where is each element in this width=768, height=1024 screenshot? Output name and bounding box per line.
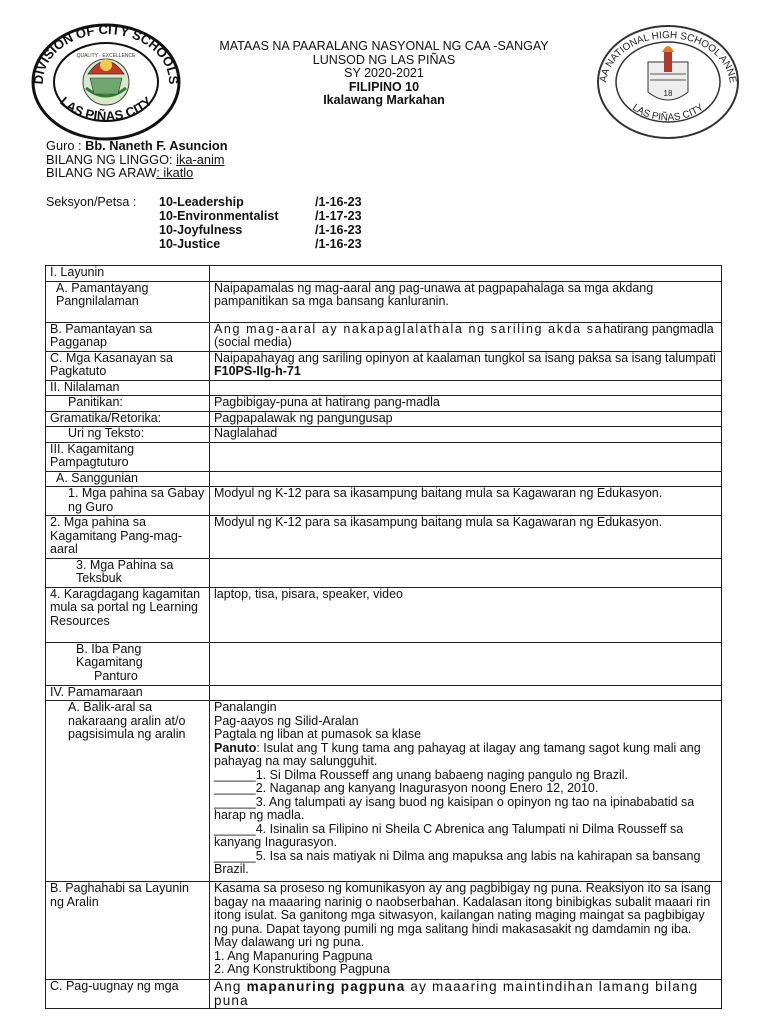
nilalaman-heading: II. Nilalaman <box>46 380 210 396</box>
empty-cell <box>210 266 722 282</box>
uri-label: Uri ng Teksto: <box>46 427 210 443</box>
pangmag-label: 2. Mga pahina sa Kagamitang Pang-mag-aaral <box>46 516 210 559</box>
guro-label: Guro : <box>46 138 86 153</box>
gabay-label: 1. Mga pahina sa Gabay ng Guro <box>46 487 210 516</box>
araw-label: BILANG NG ARAW <box>46 165 157 180</box>
empty-cell <box>210 642 722 685</box>
balik-label: A. Balik-aral sa nakaraang aralin at/o pagsisimula ng aralin <box>46 701 210 882</box>
iba-label <box>46 642 210 685</box>
karagdagang-label: 4. Karagdagang kagamitan mula sa portal ng Learning Resources <box>46 587 210 642</box>
section-schedule <box>46 196 466 252</box>
table-row <box>46 642 722 685</box>
pamamaraan-heading: IV. Pamamaraan <box>46 685 210 701</box>
kasanayan-cell <box>210 351 722 380</box>
table-row <box>46 487 722 516</box>
panitikan-label: Panitikan: <box>46 396 210 412</box>
paghahabi-cell <box>210 882 722 980</box>
subject-title: FILIPINO 10 <box>348 79 420 94</box>
pagganap-value-b: hatirang pangmadla (social media) <box>214 322 714 349</box>
school-name: MATAAS NA PAARALANG NASYONAL NG CAA -SANGAY <box>219 39 549 53</box>
araw-value: : ikatlo <box>156 165 194 180</box>
balik-line: Pagtala ng liban at pumasok sa klase <box>214 727 422 741</box>
pag-uugnay-a: Ang <box>214 979 247 994</box>
pagganap-cell <box>210 322 722 351</box>
seal-right-inner-text: 18 <box>663 89 673 98</box>
sanggunian-label: A. Sanggunian <box>46 471 210 487</box>
kasanayan-label: C. Mga Kasanayan sa Pagkatuto <box>46 351 210 380</box>
city-name: LUNSOD NG LAS PIÑAS <box>312 52 456 67</box>
pamantayang-value: Naipapamalas ng mag-aaral ang pag-unawa at pagpapahalaga sa mga akdang pampanitikan sa mga bansang kanluranin. <box>210 281 722 322</box>
table-row <box>46 396 722 412</box>
table-row <box>46 882 722 980</box>
quarter-title: Ikalawang Markahan <box>323 93 445 107</box>
quiz-item: ______2. Naganap ang kanyang Inagurasyon noong Enero 12, 2010. <box>214 781 599 795</box>
gabay-value: Modyul ng K-12 para sa ikasampung baitang mula sa Kagawaran ng Edukasyon. <box>210 487 722 516</box>
kasanayan-code: F10PS-IIg-h-71 <box>214 364 301 378</box>
empty-cell <box>210 380 722 396</box>
section-name: 10-Justice <box>159 237 221 251</box>
pag-uugnay-b: mapanuring pagpuna <box>246 979 406 994</box>
section-name: 10-Joyfulness <box>159 223 243 237</box>
section-name: 10-Leadership <box>159 195 244 209</box>
table-row <box>46 980 722 1009</box>
balik-cell <box>210 701 722 882</box>
paghahabi-line: 2. Ang Konstruktibong Pagpuna <box>214 962 390 976</box>
uri-value: Naglalahad <box>210 427 722 443</box>
paghahabi-text: Kasama sa proseso ng komunikasyon ay ang pagbibigay ng puna. Reaksiyon ito sa isang bagay na maaaring narinig o naobserbahan. Kadalasan itong binibigkas subalit maaari rin itong isulat. Sa ganitong mga sitwasyon, kailangan nating maging maingat sa pagbibigay ng puna. Dapat tayong pumili ng mga salitang hindi makasasakit ng damdamin ng iba. May dalawang uri ng puna. <box>214 881 711 949</box>
karagdagang-value: laptop, tisa, pisara, speaker, video <box>210 587 722 642</box>
layunin-heading: I. Layunin <box>46 266 210 282</box>
empty-cell <box>210 442 722 471</box>
panuto-label: Panuto <box>214 740 257 755</box>
linggo-label: BILANG NG LINGGO: <box>46 151 177 167</box>
section-date: /1-16-23 <box>315 223 362 237</box>
pangmag-value: Modyul ng K-12 para sa ikasampung baitang mula sa Kagawaran ng Edukasyon. <box>210 516 722 559</box>
school-year: SY 2020-2021 <box>344 66 424 80</box>
panitikan-value: Pagbibigay-puna at hatirang pang-madla <box>210 396 722 412</box>
section-name: 10-Environmentalist <box>159 209 279 223</box>
seal-right-top-text: AA NATIONAL HIGH SCHOOL ANNE <box>598 29 738 84</box>
section-date: /1-16-23 <box>315 195 362 209</box>
quiz-item: ______4. Isinalin sa Filipino ni Sheila C Abrenica ang Talumpati ni Dilma Rousseff sa kanyang Inagurasyon. <box>214 821 684 849</box>
kagamitan-heading: III. Kagamitang Pampagtuturo <box>46 442 210 471</box>
kasanayan-value: Naipapahayag ang sariling opinyon at kaalaman tungkol sa isang paksa sa isang talumpati <box>214 351 716 365</box>
section-date: /1-17-23 <box>315 209 362 223</box>
lesson-plan-table <box>45 265 722 1009</box>
table-row <box>46 558 722 587</box>
table-row <box>46 587 722 642</box>
pagganap-label: B. Pamantayan sa Pagganap <box>46 322 210 351</box>
table-row <box>46 380 722 396</box>
iba-label-1: B. Iba Pang Kagamitang <box>76 642 143 669</box>
pag-uugnay-label: C. Pag-uugnay ng mga <box>46 980 210 1009</box>
gramatika-label: Gramatika/Retorika: <box>46 411 210 427</box>
quiz-item: ______1. Si Dilma Rousseff ang unang babaeng naging pangulo ng Brazil. <box>214 767 628 782</box>
seal-left-inner-text: QUALITY · EXCELLENCE <box>76 53 136 59</box>
balik-line: Panalangin <box>214 700 277 714</box>
table-row <box>46 516 722 559</box>
seal-left-top-text: DIVISION OF CITY SCHOOLS <box>30 22 182 85</box>
table-row <box>46 411 722 427</box>
table-row <box>46 322 722 351</box>
iba-label-2: Panturo <box>94 668 138 683</box>
table-row <box>46 281 722 322</box>
pag-uugnay-c: ay maaaring maintindihan lamang bilang puna <box>214 979 699 1008</box>
panuto-text: : Isulat ang T kung tama ang pahayag at ilagay ang tamang sagot kung mali ang pahayag na may salungguhit. <box>214 740 701 768</box>
section-date: /1-16-23 <box>315 237 362 251</box>
empty-cell <box>210 685 722 701</box>
table-row <box>46 701 722 882</box>
quiz-item: ______5. Isa sa nais matiyak ni Dilma ang mapuksa ang labis na kahirapan sa bansang Brazil. <box>214 848 701 876</box>
table-row <box>46 266 722 282</box>
paghahabi-line: 1. Ang Mapanuring Pagpuna <box>214 948 373 963</box>
paghahabi-label: B. Paghahabi sa Layunin ng Aralin <box>46 882 210 980</box>
svg-text:LAS PIÑAS CITY <box>630 102 706 124</box>
table-row <box>46 685 722 701</box>
seal-left-bottom-text: LAS PIÑAS CITY <box>57 93 155 124</box>
linggo-value: ika-anim <box>176 151 225 167</box>
pag-uugnay-cell <box>210 980 722 1009</box>
balik-line: Pag-aayos ng Silid-Aralan <box>214 713 359 728</box>
table-row <box>46 427 722 443</box>
pamantayang-label: A. Pamantayang Pangnilalaman <box>46 281 210 322</box>
pagganap-value-a: Ang mag-aaral ay nakapaglalathala ng sariling akda sa <box>214 322 604 336</box>
gramatika-value: Pagpapalawak ng pangungusap <box>210 411 722 427</box>
teacher-info <box>46 139 466 180</box>
table-row <box>46 442 722 471</box>
teksbuk-label: 3. Mga Pahina sa Teksbuk <box>46 558 210 587</box>
section-label: Seksyon/Petsa : <box>46 195 137 209</box>
seal-right-bottom-text: LAS PIÑAS CITY <box>630 102 706 124</box>
table-row <box>46 351 722 380</box>
empty-cell <box>210 558 722 587</box>
guro-value: Bb. Naneth F. Asuncion <box>85 138 228 153</box>
table-row <box>46 471 722 487</box>
document-header <box>150 40 618 108</box>
empty-cell <box>210 471 722 487</box>
quiz-item: ______3. Ang talumpati ay isang buod ng kaisipan o opinyon ng tao na ipinababatid sa harap ng madla. <box>214 794 695 822</box>
